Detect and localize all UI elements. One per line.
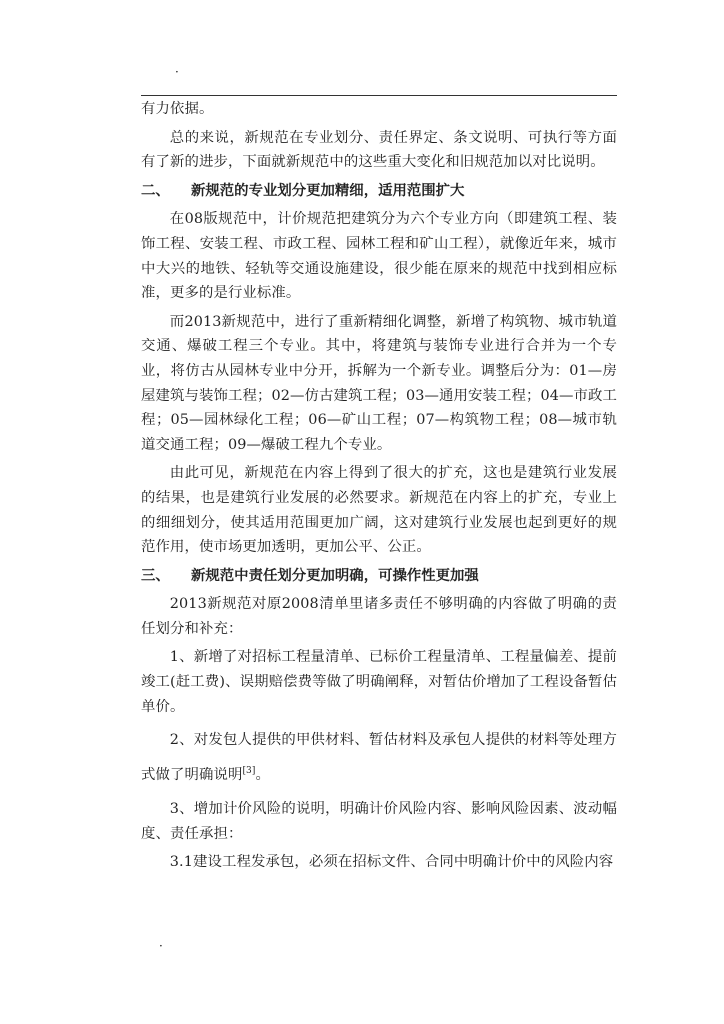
paragraph-8-text: 2、对发包人提供的甲供材料、暂估材料及承包人提供的材料等处理方式做了明确说明 xyxy=(141,732,617,784)
paragraph-10: 3.1建设工程发承包，必须在招标文件、合同中明确计价中的风险内容 xyxy=(169,854,614,871)
paragraph-2: 总的来说，新规范在专业划分、责任界定、条文说明、可执行等方面有了新的进步，下面就新规范中的这些重大变化和旧规范加以对比说明。 xyxy=(141,129,617,171)
paragraph-6: 2013新规范对原2008清单里诸多责任不够明确的内容做了明确的责任划分和补充： xyxy=(141,596,617,637)
paragraph-4: 而2013新规范中，进行了重新精细化调整，新增了构筑物、城市轨道交通、爆破工程三个专业。其中，将建筑与装饰专业进行合并为一个专业，将仿古从园林专业中分开，拆解为一个新专业。调整后分为：01—房屋建筑与装饰工程；02—仿古建筑工程；03—通用安装工程；04—市政工程；05—园林绿化工程；06—矿山工程；07—构筑物工程；08—城市轨道交通工程；09—爆破工程九个专业。 xyxy=(141,313,617,453)
paragraph-8-end: 。 xyxy=(255,767,270,784)
section-title: 新规范的专业划分更加精细，适用范围扩大 xyxy=(191,182,465,199)
paragraph-1: 有力依据。 xyxy=(141,101,214,117)
paragraph-7: 1、新增了对招标工程量清单、已标价工程量清单、工程量偏差、提前竣工(赶工费)、误期赔偿费等做了明确阐释，对暂估价增加了工程设备暂估单价。 xyxy=(141,649,617,715)
document-body xyxy=(141,97,617,879)
footer-mark: · xyxy=(159,939,163,953)
section-number: 二、 xyxy=(141,182,170,199)
paragraph-5: 由此可见，新规范在内容上得到了很大的扩充，这也是建筑行业发展的结果，也是建筑行业发展的必然要求。新规范在内容上的扩充，专业上的细细划分，使其适用范围更加广阔，这对建筑行业发展也起到更好的规范作用，使市场更加透明，更加公平、公正。 xyxy=(141,465,617,556)
paragraph-8 xyxy=(141,723,617,793)
header-mark: · xyxy=(175,65,179,79)
section-title: 新规范中责任划分更加明确，可操作性更加强 xyxy=(191,567,479,584)
paragraph-3: 在08版规范中，计价规范把建筑分为六个专业方向（即建筑工程、装饰工程、安装工程、市政工程、园林工程和矿山工程），就像近年来，城市中大兴的地铁、轻轨等交通设施建设，很少能在原来的规范中找到相应标准，更多的是行业标准。 xyxy=(141,211,617,302)
section-heading-3 xyxy=(141,564,617,589)
header-rule xyxy=(141,95,617,96)
section-number: 三、 xyxy=(141,567,170,584)
section-heading-2 xyxy=(141,179,617,204)
paragraph-9: 3、增加计价风险的说明，明确计价风险内容、影响风险因素、波动幅度、责任承担： xyxy=(141,801,617,842)
citation-ref: [3] xyxy=(242,766,256,777)
